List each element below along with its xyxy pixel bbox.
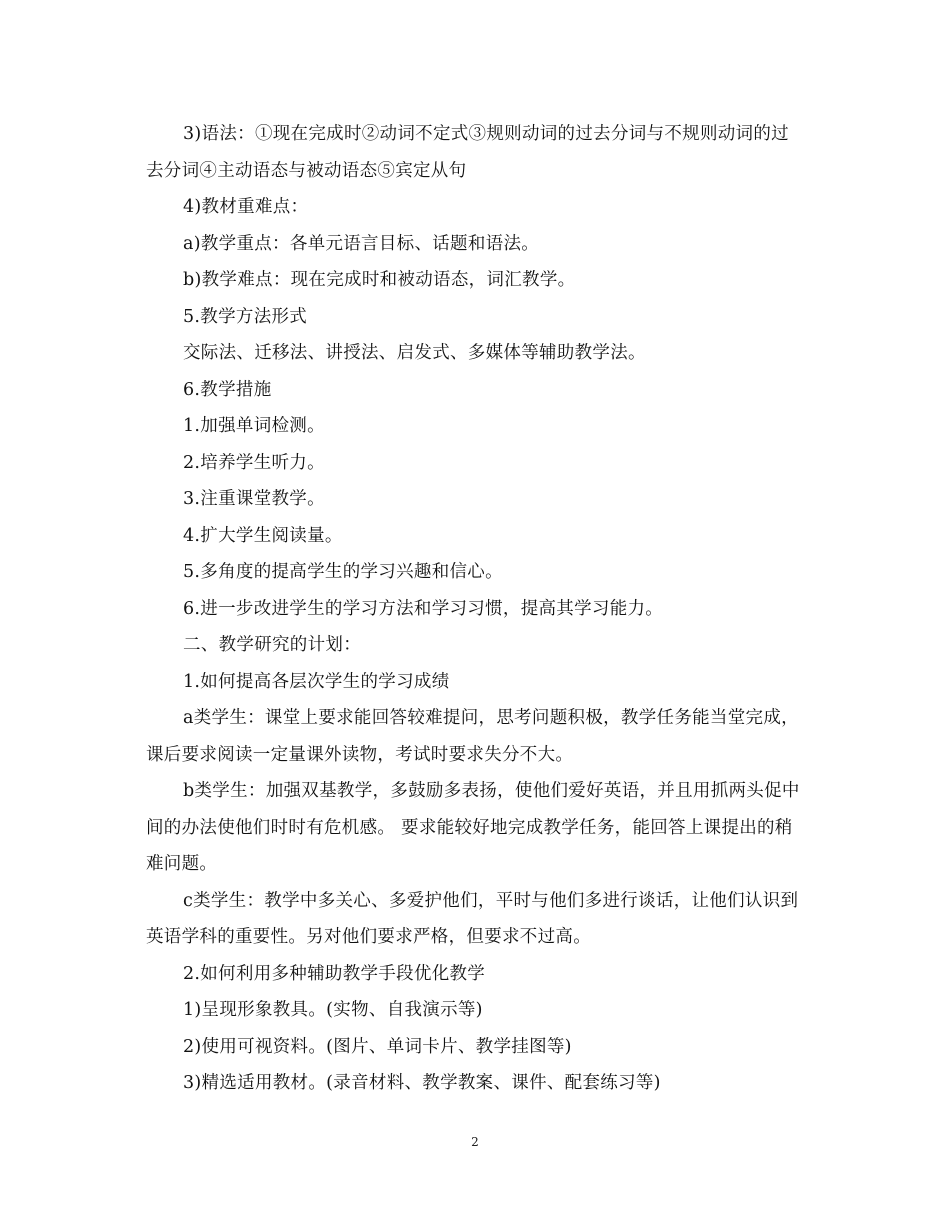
paragraph-methods: 交际法、迁移法、讲授法、启发式、多媒体等辅助教学法。 bbox=[183, 343, 646, 363]
heading-teaching-aids: 2.如何利用多种辅助教学手段优化教学 bbox=[183, 963, 486, 984]
list-item-aid-2: 2)使用可视资料。(图片、单词卡片、教学挂图等) bbox=[183, 1036, 572, 1057]
paragraph-class-b: b类学生：加强双基教学，多鼓励多表扬，使他们爱好英语，并且用抓两头促中间的办法使他们时时有危机感。 要求能较好地完成教学任务，能回答上课提出的稍难问题。 bbox=[146, 781, 800, 874]
list-item-measure-2: 2.培养学生听力。 bbox=[183, 452, 325, 473]
paragraph-key-points: a)教学重点：各单元语言目标、话题和语法。 bbox=[183, 233, 540, 254]
heading-research-plan: 二、教学研究的计划： bbox=[183, 635, 361, 655]
list-item-aid-3: 3)精选适用教材。(录音材料、教学教案、课件、配套练习等) bbox=[183, 1073, 661, 1093]
page-number: 2 bbox=[471, 1135, 479, 1149]
heading-improve-grades: 1.如何提高各层次学生的学习成绩 bbox=[183, 671, 450, 692]
paragraph-grammar: 3)语法：①现在完成时②动词不定式③规则动词的过去分词与不规则动词的过去分词④主动语态与被动语态⑤宾定从句 bbox=[146, 124, 789, 181]
paragraph-difficult-points: b)教学难点：现在完成时和被动语态，词汇教学。 bbox=[183, 270, 576, 290]
paragraph-class-a: a类学生：课堂上要求能回答较难提问，思考问题积极，教学任务能当堂完成，课后要求阅读一定量课外读物，考试时要求失分不大。 bbox=[146, 708, 799, 765]
paragraph-key-difficulties: 4)教材重难点： bbox=[183, 197, 309, 217]
list-item-measure-5: 5.多角度的提高学生的学习兴趣和信心。 bbox=[183, 562, 503, 582]
list-item-measure-6: 6.进一步改进学生的学习方法和学习习惯，提高其学习能力。 bbox=[183, 598, 664, 619]
list-item-measure-1: 1.加强单词检测。 bbox=[183, 416, 325, 436]
heading-teaching-measures: 6.教学措施 bbox=[183, 379, 272, 400]
list-item-aid-1: 1)呈现形象教具。(实物、自我演示等) bbox=[183, 1000, 483, 1020]
heading-teaching-methods: 5.教学方法形式 bbox=[183, 306, 308, 327]
list-item-measure-4: 4.扩大学生阅读量。 bbox=[183, 525, 343, 546]
paragraph-class-c: c类学生：教学中多关心、多爱护他们，平时与他们多进行谈话，让他们认识到英语学科的重要性。另对他们要求严格，但要求不过高。 bbox=[146, 890, 799, 947]
list-item-measure-3: 3.注重课堂教学。 bbox=[183, 489, 325, 509]
document-body bbox=[146, 116, 806, 1102]
